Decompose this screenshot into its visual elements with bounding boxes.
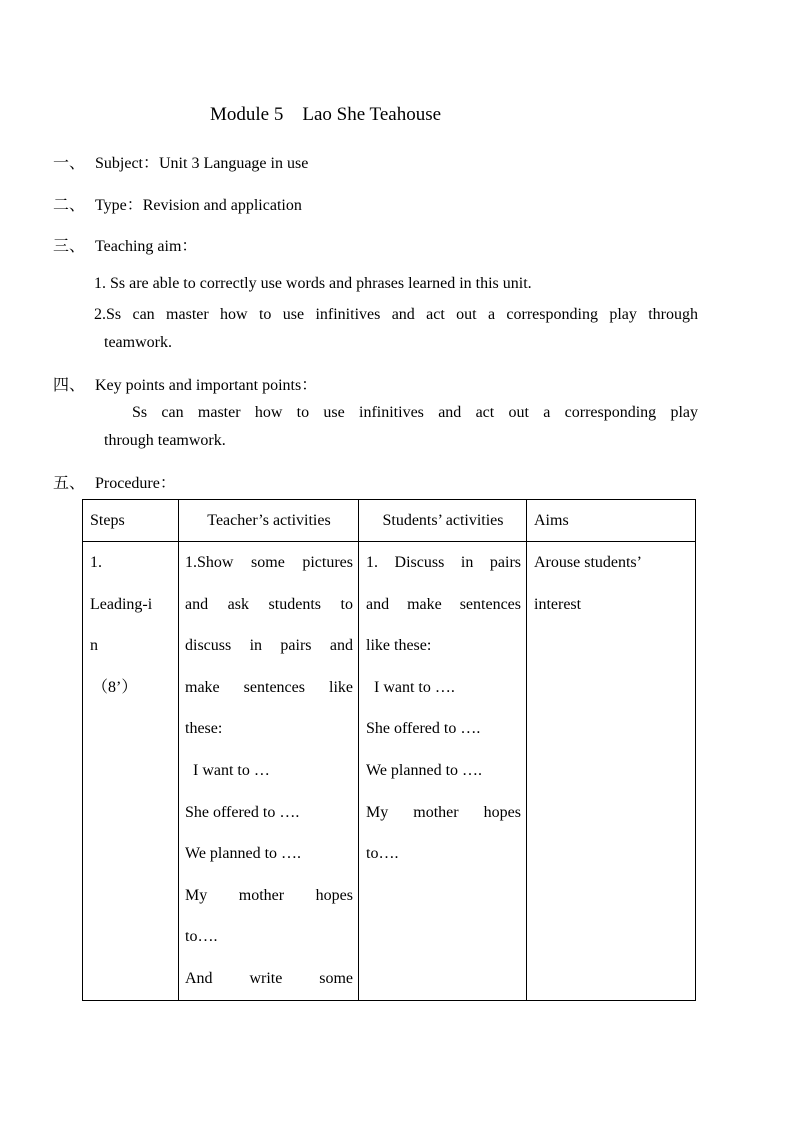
teacher-line: and ask students to [185,595,353,613]
students-line: My mother hopes [366,803,521,821]
students-activities-cell [359,542,527,1001]
teacher-line: to…. [185,928,218,946]
section-number: 一、 [53,155,86,172]
teacher-activities-cell [179,542,359,1001]
students-line: like these: [366,637,432,655]
teacher-line: We planned to …. [185,845,302,863]
steps-line: （8’） [92,678,138,696]
teacher-line: discuss in pairs and [185,637,353,655]
teacher-line: My mother hopes [185,886,353,904]
teacher-line: make sentences like [185,678,353,696]
steps-cell [83,542,179,1001]
teacher-line: these: [185,720,223,738]
header-teacher-activities: Teacher’s activities [179,500,359,542]
section-teaching-aim [53,233,197,256]
procedure-table [82,499,696,1001]
teacher-line: She offered to …. [185,803,300,821]
section-subject [53,150,308,173]
key-points-line-2: through teamwork. [104,432,226,449]
section-number: 五、 [53,475,86,492]
students-line: and make sentences [366,595,521,613]
section-type [53,192,302,215]
aim-item-2-line-1: 2.Ss can master how to use infinitives and act out a corresponding play through [94,306,698,323]
section-number: 四、 [53,377,86,394]
students-line: to…. [366,845,399,863]
table-row [83,542,696,1001]
aims-line: interest [534,595,582,613]
table-header-row [83,500,696,542]
page-title: Module 5 Lao She Teahouse [210,104,442,125]
aims-line: Arouse students’ [534,554,642,571]
section-text: Type：Revision and application [95,197,302,214]
students-line: We planned to …. [366,761,483,779]
students-line: I want to …. [366,678,455,696]
section-number: 二、 [53,197,86,214]
header-students-activities: Students’ activities [359,500,527,542]
aim-item-2-line-2: teamwork. [104,334,172,351]
section-text: Procedure： [95,475,176,492]
section-text: Subject：Unit 3 Language in use [95,155,309,172]
section-number: 三、 [53,238,86,255]
key-points-line-1: Ss can master how to use infinitives and act out a corresponding play [132,404,698,421]
steps-line: n [90,637,98,655]
students-line: She offered to …. [366,720,481,738]
section-procedure [53,470,176,493]
section-text: Key points and important points： [95,377,318,394]
section-key-points [53,372,317,395]
steps-line: Leading-i [90,595,153,613]
aims-cell [527,542,696,1001]
students-line: 1. Discuss in pairs [366,554,521,571]
header-aims: Aims [527,500,696,542]
teacher-line: I want to … [185,761,270,779]
section-text: Teaching aim： [95,238,198,255]
aim-item-1: 1. Ss are able to correctly use words and phrases learned in this unit. [94,275,532,292]
header-steps: Steps [83,500,179,542]
teacher-line: 1.Show some pictures [185,554,353,571]
teacher-line: And write some [185,969,353,987]
steps-line: 1. [90,554,102,571]
